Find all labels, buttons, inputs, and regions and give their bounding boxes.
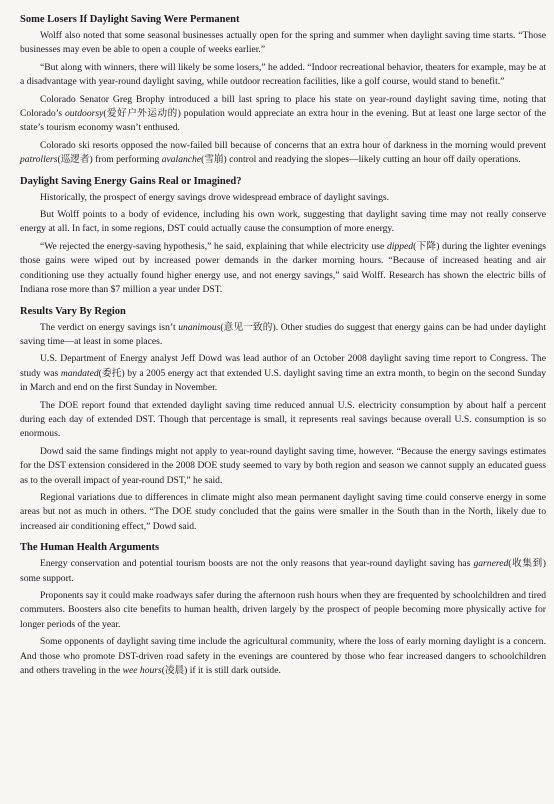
- text-run: Some opponents of daylight saving time include the agricultural community, where the loss of early morning daylight is a concern. And those who promote DST-driven road safety in the evenings are countered by those who fear increased dangers to schoolchildren and others traveling in the: [20, 636, 546, 677]
- text-run: Colorado Senator Greg Brophy introduced a bill last spring to place his state on year-round daylight saving time, noting that Colorado’s: [20, 93, 546, 120]
- vocab-term: avalanche: [161, 154, 202, 166]
- text-run: Colorado ski resorts opposed the now-failed bill because of concerns that an extra hour of darkness in the morning would prevent: [40, 139, 546, 151]
- text-run: (雪崩) control and readying the slopes—likely cutting an hour off daily operations.: [201, 154, 521, 166]
- text-run: (巡逻者) from performing: [57, 154, 162, 166]
- vocab-term: mandated: [60, 367, 99, 379]
- text-run: (爱好户外运动的) population would appreciate an extra hour in the evening. But at least one large sector of the state’s tourism economy wasn’t enthused.: [20, 108, 546, 134]
- text-run: Proponents say it could make roadways safer during the afternoon rush hours when they are frequented by schoolchildren and tired commuters. Boosters also cite benefits to human health, driven largely by the prospect of people becoming more physically active for longer periods of the year.: [20, 590, 546, 630]
- text-run: (收集到) some support.: [20, 558, 546, 584]
- text-run: Historically, the prospect of energy savings drove widespread embrace of daylight savings.: [40, 191, 390, 203]
- paragraph: [20, 557, 546, 586]
- vocab-term: dipped: [386, 240, 414, 252]
- paragraph: [20, 240, 546, 298]
- text-run: (下降) during the lighter evenings those gains were wiped out by increased power demands in the darker morning hours. “Because of increased heating and air conditioning use they actually found higher energy use, and not energy savings,” said Wolff. Research has shown the electric bills of Indiana rose more than $7 million a year under DST.: [20, 240, 546, 296]
- text-run: But Wolff points to a body of evidence, including his own work, suggesting that daylight saving time may not really conserve energy at all. In fact, in some regions, DST could actually cause the consumption of more energy.: [20, 209, 546, 235]
- text-run: (凌晨) if it is still dark outside.: [161, 665, 281, 677]
- paragraph: [20, 589, 546, 632]
- vocab-term: wee hours: [122, 665, 162, 677]
- section-heading: The Human Health Arguments: [20, 542, 160, 554]
- text-run: (委托) by a 2005 energy act that extended U.S. daylight saving time an extra month, to begin on the second Sunday in March and end on the first Sunday in November.: [20, 367, 547, 394]
- paragraph: [20, 352, 546, 395]
- vocab-term: patrollers: [20, 154, 58, 166]
- vocab-term: garnered: [473, 558, 509, 570]
- section-heading: Daylight Saving Energy Gains Real or Imagined?: [20, 175, 242, 187]
- text-run: Energy conservation and potential tourism boosts are not the only reasons that year-round daylight saving has: [40, 558, 474, 570]
- paragraph: [20, 93, 546, 136]
- paragraph: [20, 208, 546, 237]
- text-run: Wolff also noted that some seasonal businesses actually open for the spring and summer when daylight saving time starts. “Those businesses may even be able to open a couple of weeks earlier.”: [20, 30, 546, 56]
- article-body: [20, 13, 546, 678]
- text-run: (意见一致的). Other studies do suggest that energy gains can be had under daylight saving time—at least in some places.: [20, 321, 546, 347]
- paragraph: [20, 139, 546, 168]
- paragraph: [20, 491, 546, 534]
- vocab-term: unanimous: [178, 321, 221, 333]
- paragraph: [20, 29, 546, 58]
- text-run: “We rejected the energy-saving hypothesis,” he said, explaining that while electricity use: [40, 240, 387, 252]
- section-heading: Results Vary By Region: [20, 305, 126, 317]
- paragraph: [20, 191, 546, 205]
- vocab-term: outdoorsy: [65, 108, 104, 120]
- text-run: “But along with winners, there will likely be some losers,” he added. “Indoor recreational behavior, theaters for example, may be at a disadvantage with year-round daylight saving, while outdoor recreation facilities, like a golf course, would stand to benefit.”: [20, 61, 546, 88]
- paragraph: [20, 399, 546, 442]
- text-run: U.S. Department of Energy analyst Jeff Dowd was lead author of an October 2008 daylight saving time report to Congress. The study was: [20, 353, 546, 379]
- paragraph: [20, 321, 546, 350]
- text-run: Dowd said the same findings might not apply to year-round daylight saving time, however. “Because the energy savings estimates for the DST extension considered in the 2008 DOE study seemed to vary by both region and season we cannot supply an educated guess as to the overall impact of year-round DST,” he said.: [20, 445, 546, 486]
- text-run: The DOE report found that extended daylight saving time reduced annual U.S. electricity consumption by about half a percent during each day of extended DST. Though that percentage is small, it represents real savings because overall U.S. consumption is so enormous.: [20, 399, 546, 440]
- text-run: Regional variations due to differences in climate might also mean permanent daylight saving time could conserve energy in some areas but not as much in others. “The DOE study concluded that the gains were smaller in the South than in the North, likely due to increased air conditioning effect,” Dowd said.: [20, 491, 546, 532]
- paragraph: [20, 445, 546, 488]
- paragraph: [20, 635, 546, 678]
- paragraph: [20, 61, 546, 90]
- section-heading: Some Losers If Daylight Saving Were Permanent: [20, 14, 240, 25]
- text-run: The verdict on energy savings isn’t: [40, 321, 179, 333]
